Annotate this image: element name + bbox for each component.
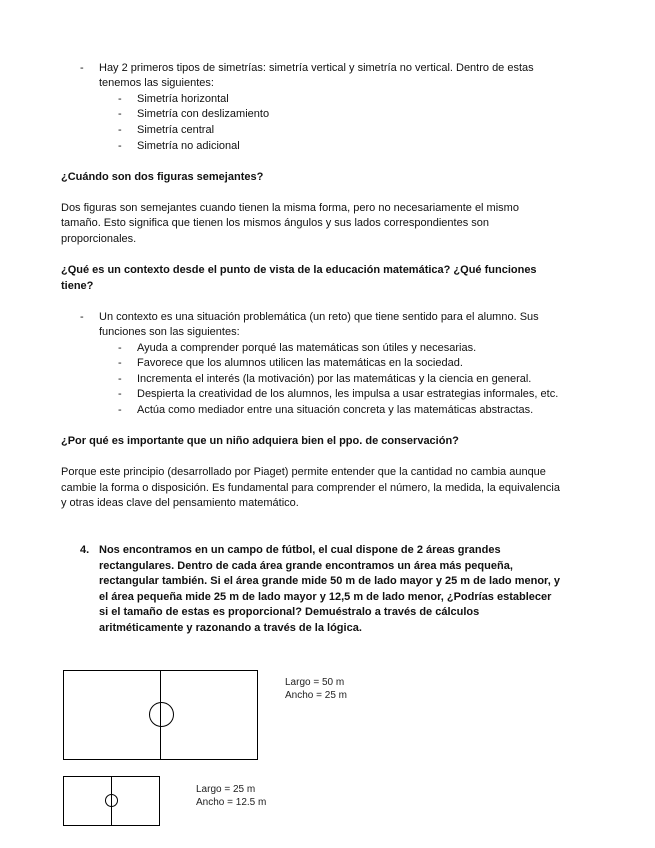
context-question-line2: tiene? — [61, 280, 94, 292]
similar-answer-line: Dos figuras son semejantes cuando tienen la misma forma, pero no necesariamente el mismo — [61, 202, 519, 214]
problem-line: Nos encontramos en un campo de fútbol, el cual dispone de 2 áreas grandes — [99, 544, 501, 556]
context-item: Incrementa el interés (la motivación) por las matemáticas y la ciencia en general. — [137, 373, 532, 385]
bullet-dash: - — [118, 373, 122, 385]
problem-line: si el tamaño de estas es proporcional? Demuéstralo a través de cálculos — [99, 606, 480, 618]
context-item: Favorece que los alumnos utilicen las matemáticas en la sociedad. — [137, 357, 463, 369]
problem-number: 4. — [80, 544, 90, 556]
problem-line: el área pequeña mide 25 m de lado mayor y 12,5 m de lado menor, ¿Podrías establecer — [99, 591, 552, 603]
large-field-center-circle — [149, 702, 174, 727]
bullet-dash: - — [118, 124, 122, 136]
symmetry-item: Simetría central — [137, 124, 215, 136]
conservation-answer-line: y otras ideas clave del pensamiento matemático. — [61, 497, 299, 509]
bullet-dash: - — [118, 404, 122, 416]
problem-line: rectangular también. Si el área grande mide 50 m de lado mayor y 25 m de lado menor, y — [99, 575, 560, 587]
similar-answer-line: tamaño. Esto significa que tienen los mismos ángulos y sus lados correspondientes son — [61, 217, 490, 229]
large-field-rectangle — [63, 670, 258, 760]
bullet-dash: - — [118, 388, 122, 400]
conservation-answer-line: Porque este principio (desarrollado por Piaget) permite entender que la cantidad no cambia aunque — [61, 466, 546, 478]
bullet-dash: - — [118, 357, 122, 369]
symmetry-item: Simetría horizontal — [137, 93, 229, 105]
conservation-answer-line: cambie la forma o disposición. Es fundamental para comprender el número, la medida, la equivalencia — [61, 482, 560, 494]
bullet-dash: - — [118, 342, 122, 354]
problem-line: aritméticamente y razonando a través de la lógica. — [99, 622, 362, 634]
small-field-width-label: Ancho = 12.5 m — [196, 797, 267, 808]
large-field-length-label: Largo = 50 m — [285, 677, 345, 688]
context-item: Despierta la creatividad de los alumnos, les impulsa a usar estrategias informales, etc. — [137, 388, 559, 400]
bullet-dash: - — [118, 93, 122, 105]
conservation-question: ¿Por qué es importante que un niño adquiera bien el ppo. de conservación? — [61, 435, 459, 447]
small-field-center-circle — [105, 794, 118, 807]
symmetry-item: Simetría no adicional — [137, 140, 240, 152]
small-field-rectangle — [63, 776, 160, 826]
problem-line: rectangulares. Dentro de cada área grande encontramos un área más pequeña, — [99, 560, 513, 572]
bullet-dash: - — [118, 140, 122, 152]
bullet-dash: - — [80, 311, 84, 323]
symmetry-intro-line1: Hay 2 primeros tipos de simetrías: simetría vertical y simetría no vertical. Dentro de estas — [99, 62, 534, 74]
context-question-line1: ¿Qué es un contexto desde el punto de vista de la educación matemática? ¿Qué funciones — [61, 264, 537, 276]
symmetry-intro-line2: tenemos las siguientes: — [99, 77, 214, 89]
bullet-dash: - — [80, 62, 84, 74]
bullet-dash: - — [118, 108, 122, 120]
symmetry-item: Simetría con deslizamiento — [137, 108, 270, 120]
similar-question: ¿Cuándo son dos figuras semejantes? — [61, 171, 264, 183]
context-intro-line1: Un contexto es una situación problemática (un reto) que tiene sentido para el alumno. Sus — [99, 311, 539, 323]
context-intro-line2: funciones son las siguientes: — [99, 326, 240, 338]
small-field-length-label: Largo = 25 m — [196, 784, 256, 795]
similar-answer-line: proporcionales. — [61, 233, 137, 245]
large-field-width-label: Ancho = 25 m — [285, 690, 347, 701]
context-item: Actúa como mediador entre una situación concreta y las matemáticas abstractas. — [137, 404, 534, 416]
context-item: Ayuda a comprender porqué las matemáticas son útiles y necesarias. — [137, 342, 477, 354]
